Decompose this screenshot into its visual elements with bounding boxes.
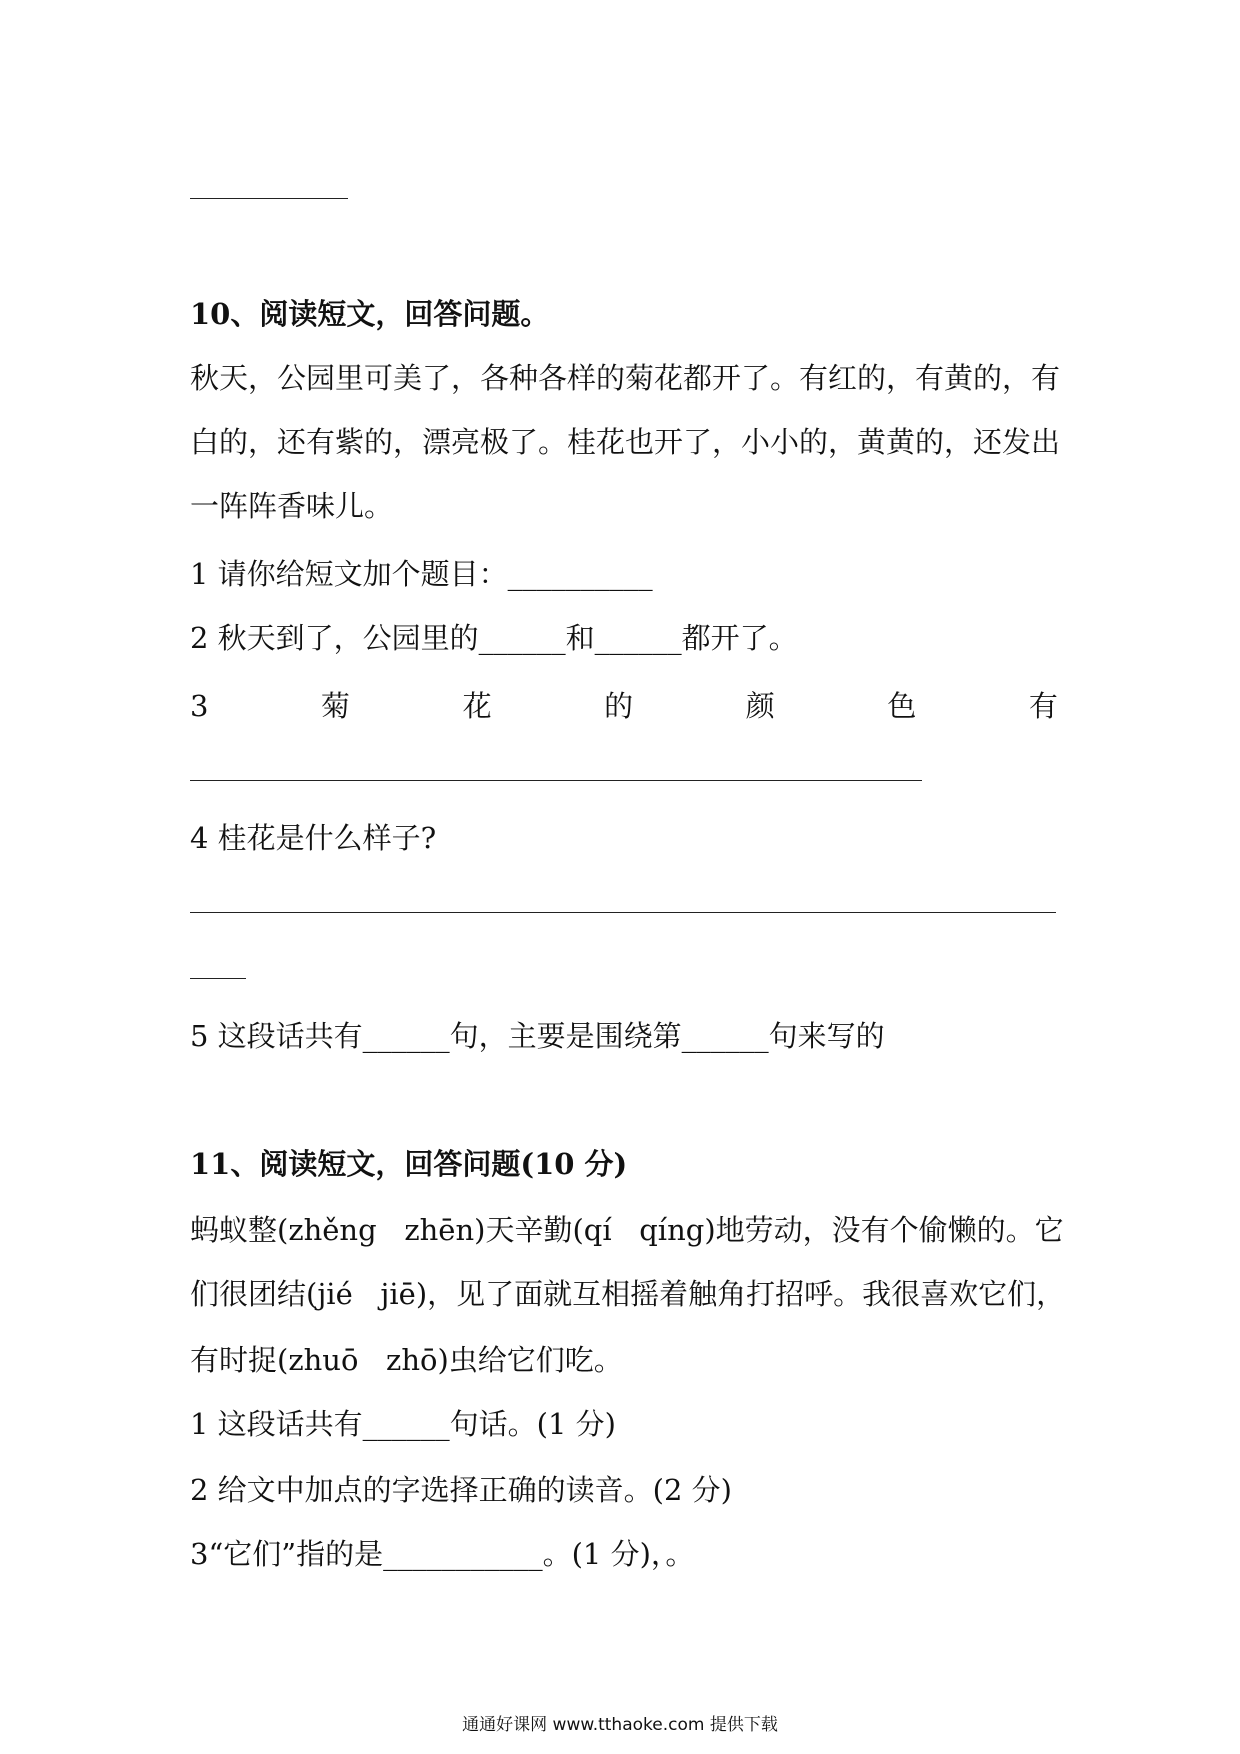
question-10-heading: 10、阅读短文，回答问题。 xyxy=(190,297,550,331)
q11-passage-line: 蚂蚁整(zhěng zhēn)天辛勤(qí qíng)地劳动，没有个偷懒的。它 xyxy=(190,1213,1064,1247)
answer-line xyxy=(190,780,922,781)
q10-item-3-char: 的 xyxy=(604,689,634,723)
q11-passage-line: 有时捉(zhuō zhō)虫给它们吃。 xyxy=(190,1343,623,1377)
q10-item-3 xyxy=(190,688,1058,724)
q10-passage-line: 白的，还有紫的，漂亮极了。桂花也开了，小小的，黄黄的，还发出 xyxy=(190,425,1061,459)
answer-line xyxy=(190,198,348,199)
q10-item-4: 4 桂花是什么样子? xyxy=(190,821,437,855)
q11-item-3: 3“它们”指的是___________。(1 分)，。 xyxy=(190,1537,695,1571)
q10-passage-line: 一阵阵香味儿。 xyxy=(190,489,394,523)
q11-passage-line: 们很团结(jié jiē)，见了面就互相摇着触角打招呼。我很喜欢它们， xyxy=(190,1277,1066,1311)
q10-item-3-char: 3 xyxy=(190,689,209,723)
q10-item-2: 2 秋天到了，公园里的______和______都开了。 xyxy=(190,621,798,655)
q10-item-3-char: 有 xyxy=(1028,689,1058,723)
q11-item-2: 2 给文中加点的字选择正确的读音。(2 分) xyxy=(190,1473,732,1507)
q10-item-3-char: 花 xyxy=(462,689,492,723)
q11-item-1: 1 这段话共有______句话。(1 分) xyxy=(190,1407,616,1441)
footer-credit: 通通好课网 www.tthaoke.com 提供下载 xyxy=(462,1715,778,1735)
q10-item-5: 5 这段话共有______句，主要是围绕第______句来写的 xyxy=(190,1019,885,1053)
answer-line xyxy=(190,912,1056,913)
q10-item-3-char: 颜 xyxy=(745,689,775,723)
q10-passage-line: 秋天，公园里可美了，各种各样的菊花都开了。有红的，有黄的，有 xyxy=(190,361,1061,395)
q10-item-3-char: 色 xyxy=(887,689,917,723)
q10-item-1: 1 请你给短文加个题目：__________ xyxy=(190,557,653,591)
question-11-heading: 11、阅读短文，回答问题(10 分) xyxy=(190,1147,628,1181)
answer-line xyxy=(190,978,246,979)
q10-item-3-char: 菊 xyxy=(321,689,351,723)
